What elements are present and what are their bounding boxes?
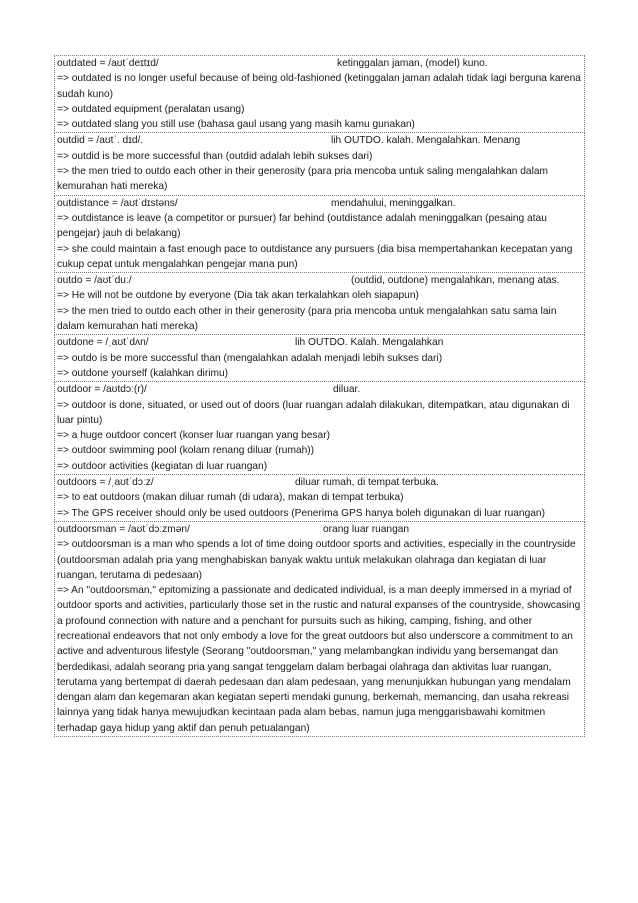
example-line: => to eat outdoors (makan diluar rumah (di udara), makan di tempat terbuka) — [57, 492, 404, 504]
headword: outdid = /aʊtˈ. dɪd/. — [57, 135, 144, 147]
entry-header — [57, 56, 582, 71]
entry-header — [57, 196, 582, 211]
example-line: => the men tried to outdo each other in their generosity (para pria mencoba untuk mengalahkan satu sama lain dalam kemurahan hati mereka) — [57, 305, 557, 333]
example-line: => outdo is be more successful than (mengalahkan adalah menjadi lebih sukses dari) — [57, 352, 443, 364]
dictionary-entry — [54, 272, 585, 335]
headword: outdated = /aʊtˈdeɪtɪd/ — [57, 58, 159, 69]
headword: outdoor = /aʊtdɔː(r)/ — [57, 384, 147, 396]
example-line: => outdoor activities (kegiatan di luar ruangan) — [57, 460, 268, 472]
example-line: => outdated slang you still use (bahasa gaul usang yang masih kamu gunakan) — [57, 119, 415, 131]
entry-header — [57, 273, 582, 288]
example-line: => outdoor is done, situated, or used out of doors (luar ruangan adalah dilakukan, ditempatkan, atau digunakan di luar pintu) — [57, 399, 570, 426]
dictionary-entry — [54, 474, 585, 522]
entry-header — [57, 522, 582, 537]
headword: outdoorsman = /aʊtˈdɔːzmən/ — [57, 523, 190, 535]
entry-header — [57, 335, 582, 350]
headword: outdo = /aʊtˈduː/ — [57, 275, 132, 287]
entry-header — [57, 475, 582, 490]
example-line: => outdoor swimming pool (kolam renang diluar (rumah)) — [57, 445, 315, 457]
headword-meaning: ketinggalan jaman, (model) kuno. — [337, 58, 488, 69]
headword-meaning: mendahului, meninggalkan. — [331, 197, 456, 209]
headword: outdone = /ˌaʊtˈdʌn/ — [57, 337, 149, 349]
example-line: => outdoorsman is a man who spends a lot of time doing outdoor sports and activities, especially in the countryside (outdoorsman adalah pria yang menghabiskan banyak waktu untuk melakukan olahraga dan kegiatan di luar ruangan, terutama di pedesaan) — [57, 539, 576, 581]
example-line: => outdone yourself (kalahkan dirimu) — [57, 367, 229, 379]
entry-header — [57, 133, 582, 148]
example-line: => outdated is no longer useful because of being old-fashioned (ketinggalan jaman adalah tidak lagi berguna karena sudah kuno) — [57, 73, 581, 100]
example-line: => outdistance is leave (a competitor or pursuer) far behind (outdistance adalah meninggalkan (pesaing atau pengejar) jauh di belakang) — [57, 212, 547, 240]
headword-meaning: lih OUTDO. Kalah. Mengalahkan — [295, 337, 444, 349]
example-line: => outdid is be more successful than (outdid adalah lebih sukses dari) — [57, 150, 373, 162]
dictionary-entry — [54, 334, 585, 382]
headword-meaning: (outdid, outdone) mengalahkan, menang atas. — [351, 275, 560, 287]
headword-meaning: lih OUTDO. kalah. Mengalahkan. Menang — [331, 135, 521, 147]
example-line: => An "outdoorsman," epitomizing a passionate and dedicated individual, is a man deeply immersed in a myriad of outdoor sports and activities, particularly those set in the rustic and natural expanses of the countryside, showcasing a profound connection with nature and a penchant for pursuits such as hiking, camping, fishing, and other recreational endeavors that not only embody a love for the great outdoors but also underscore a commitment to an active and adventurous lifestyle (Seorang "outdoorsman," yang melambangkan individu yang bersemangat dan berdedikasi, adalah seorang pria yang sangat tenggelam dalam berbagai olahraga dan aktivitas luar ruangan, terutama yang bertempat di daerah pedesaan dan alam pedesaan, yang menunjukkan hubungan yang mendalam dengan alam dan kegemaran akan kegiatan seperti mendaki gunung, berkemah, memancing, dan usaha rekreasi lainnya yang tidak hanya mewujudkan kecintaan pada alam bebas, namun juga menggarisbawahi komitmen terhadap gaya hidup yang aktif dan penuh petualangan) — [57, 585, 581, 734]
dictionary-document — [54, 55, 585, 737]
example-line: => she could maintain a fast enough pace to outdistance any pursuers (dia bisa mempertahankan kecepatan yang cukup cepat untuk mengalahkan pengejar mana pun) — [57, 243, 573, 270]
example-line: => He will not be outdone by everyone (Dia tak akan terkalahkan oleh siapapun) — [57, 290, 419, 302]
headword: outdistance = /aʊtˈdɪstəns/ — [57, 197, 178, 209]
dictionary-entry — [54, 521, 585, 737]
dictionary-entry — [54, 195, 585, 273]
dictionary-entry — [54, 381, 585, 475]
example-line: => the men tried to outdo each other in their generosity (para pria mencoba untuk saling mengalahkan dalam kemurahan hati mereka) — [57, 166, 548, 193]
headword: outdoors = /ˌaʊtˈdɔːz/ — [57, 477, 154, 489]
dictionary-entry — [54, 55, 585, 133]
entry-header — [57, 382, 582, 397]
example-line: => The GPS receiver should only be used outdoors (Penerima GPS hanya boleh digunakan di luar ruangan) — [57, 507, 545, 519]
dictionary-entry — [54, 132, 585, 195]
example-line: => a huge outdoor concert (konser luar ruangan yang besar) — [57, 430, 330, 442]
headword-meaning: diluar. — [333, 384, 361, 396]
headword-meaning: diluar rumah, di tempat terbuka. — [295, 477, 439, 489]
headword-meaning: orang luar ruangan — [323, 523, 410, 535]
example-line: => outdated equipment (peralatan usang) — [57, 103, 245, 115]
